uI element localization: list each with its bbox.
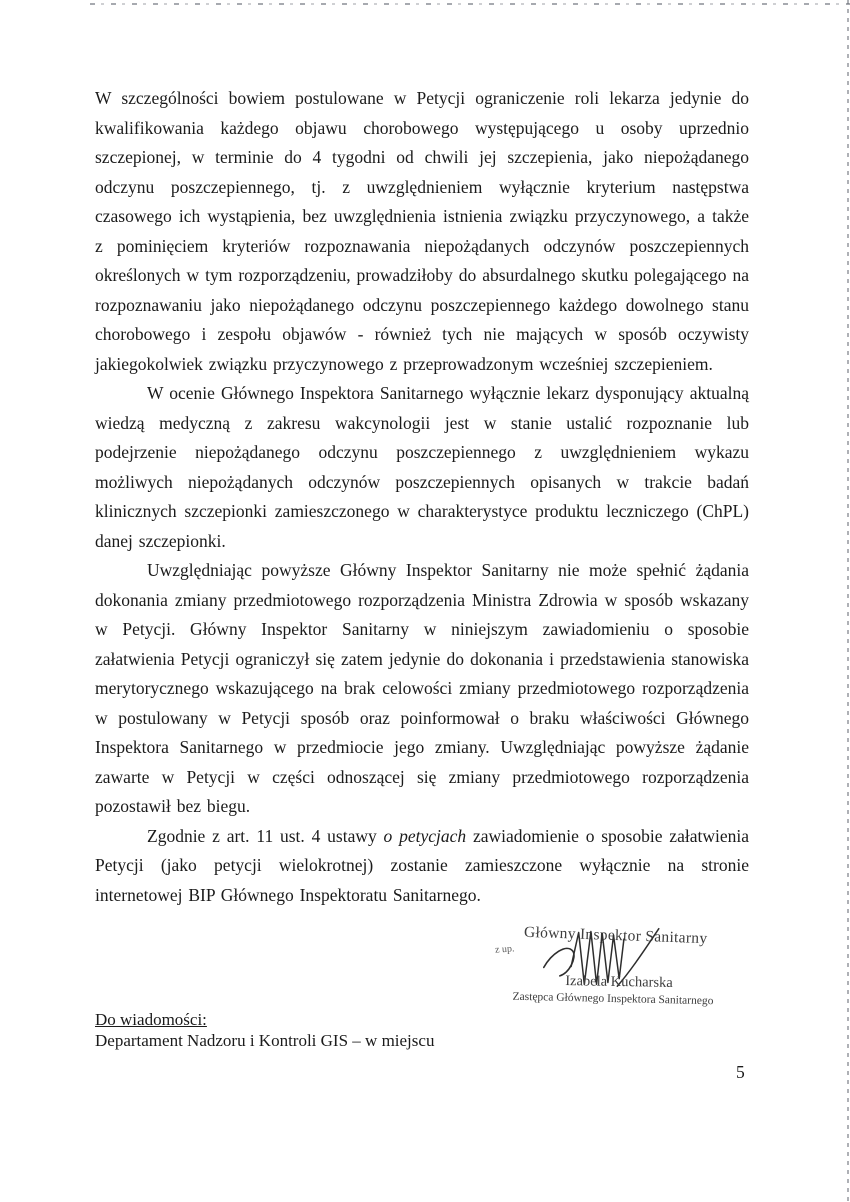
signatory-role: Zastępca Głównego Inspektora Sanitarnego xyxy=(512,990,714,1008)
signatory-name: Izabela Kucharska xyxy=(565,973,673,991)
cc-recipient: Departament Nadzoru i Kontroli GIS – w miejscu xyxy=(95,1031,435,1050)
paragraph: W szczególności bowiem postulowane w Petycji ograniczenie roli lekarza jedynie do kwalifikowania każdego objawu chorobowego występującego u osoby uprzednio szczepionej, w terminie do 4 tygodni od chwili jej szczepienia, jako niepożądanego odczynu poszczepiennego, tj. z uwzględnieniem wyłącznie kryterium następstwa czasowego ich wystąpienia, bez uwzględnienia istnienia związku przyczynowego, a także z pominięciem kryteriów rozpoznawania niepożądanych odczynów poszczepiennych określonych w tym rozporządzeniu, prowadziłoby do absurdalnego skutku polegającego na rozpoznawaniu jako niepożądanego odczynu poszczepiennego każdego dowolnego stanu chorobowego i zespołu objawów - również tych nie mających w sposób oczywisty jakiegokolwiek związku przyczynowego z przeprowadzonym wcześniej szczepieniem. xyxy=(95,88,749,374)
closing-text-after: zawiadomienie o sposobie załatwienia Petycji (jako petycji wielokrotnej) zostanie zamieszczone wyłącznie na stronie internetowej BIP Głównego Inspektoratu Sanitarnego. xyxy=(95,825,749,905)
statute-title-italic: o petycjach xyxy=(383,825,467,846)
signature-block xyxy=(480,920,770,1020)
scan-artifact-right-line xyxy=(847,0,849,1202)
on-behalf-abbreviation: z up. xyxy=(494,943,515,956)
paragraph closing-paragraph xyxy=(95,822,749,911)
cc-block xyxy=(95,1009,434,1051)
paragraph: Uwzględniając powyższe Główny Inspektor Sanitarny nie może spełnić żądania dokonania zmiany przedmiotowego rozporządzenia Ministra Zdrowia w sposób wskazany w Petycji. Główny Inspektor Sanitarny w niniejszym zawiadomieniu o sposobie załatwienia Petycji ograniczył się zatem jedynie do dokonania i przedstawienia stanowiska merytorycznego wskazującego na brak celowości zmiany przedmiotowego rozporządzenia w postulowany w Petycji sposób oraz poinformował o braku właściwości Głównego Inspektora Sanitarnego w przedmiocie jego zmiany. Uwzględniając powyższe żądanie zawarte w Petycji w części odnoszącej się zmiany przedmiotowego rozporządzenia pozostawił bez biegu. xyxy=(95,560,749,816)
signatory-title: Główny Inspektor Sanitarny xyxy=(523,923,708,948)
paragraph: W ocenie Głównego Inspektora Sanitarnego wyłącznie lekarz dysponujący aktualną wiedzą medyczną z zakresu wakcynologii jest w stanie ustalić rozpoznanie lub podejrzenie niepożądanego odczynu poszczepiennego z uwzględnieniem wykazu możliwych niepożądanych odczynów poszczepiennych opisanych w trakcie badań klinicznych szczepionki zamieszczonego w charakterystyce produktu leczniczego (ChPL) danej szczepionki. xyxy=(95,383,749,551)
letter-body xyxy=(95,84,749,910)
cc-heading: Do wiadomości: xyxy=(95,1010,207,1029)
scan-artifact-top-line xyxy=(90,3,850,5)
page-number: 5 xyxy=(736,1062,745,1082)
closing-text-before: Zgodnie z art. 11 ust. 4 ustawy xyxy=(147,825,384,846)
